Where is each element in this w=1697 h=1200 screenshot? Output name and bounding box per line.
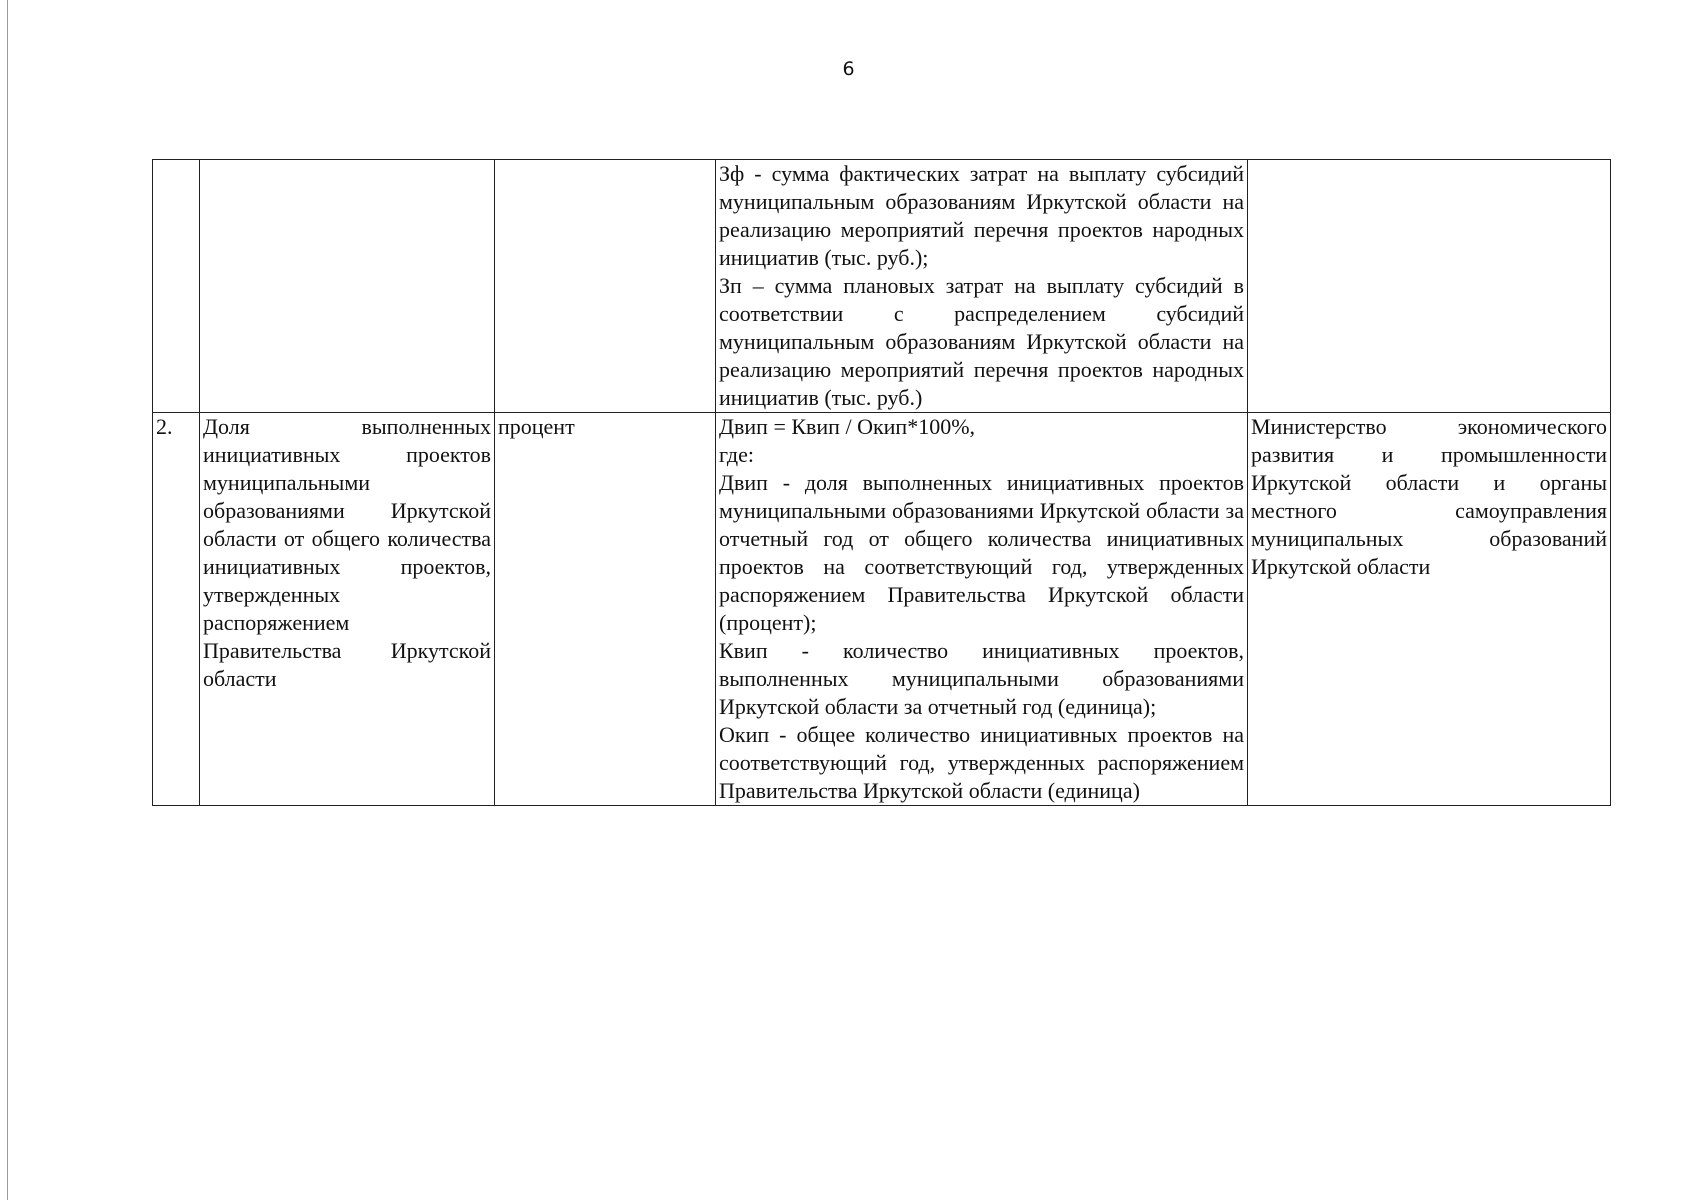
page-number: 6 xyxy=(842,58,855,80)
formula-line: Зф - сумма фактических затрат на выплату субсидий муниципальным образованиям Иркутской области на реализацию мероприятий перечня проектов народных инициатив (тыс. руб.); xyxy=(719,161,1244,270)
formula-line: Двип = Квип / Окип*100%, xyxy=(719,414,976,439)
responsible-cell: Министерство экономического развития и промышленности Иркутской области и органы местного самоуправления муниципальных образований Иркутской области xyxy=(1248,413,1611,806)
formula-line: Двип - доля выполненных инициативных проектов муниципальными образованиями Иркутской области за отчетный год от общего количества инициативных проектов на соответствующий год, утвержденных распоряжением Правительства Иркутской области (процент); xyxy=(719,470,1244,635)
formula-line: Квип - количество инициативных проектов, выполненных муниципальными образованиями Иркутской области за отчетный год (единица); xyxy=(719,638,1244,719)
responsible-cell xyxy=(1248,160,1611,413)
indicator-name-cell xyxy=(200,160,495,413)
formula-cell xyxy=(716,413,1248,806)
indicator-name-cell: Доля выполненных инициативных проектов муниципальными образованиями Иркутской области от общего количества инициативных проектов, утвержденных распоряжением Правительства Иркутской области xyxy=(200,413,495,806)
formula-line: Зп – сумма плановых затрат на выплату субсидий в соответствии с распределением субсидий муниципальным образованиям Иркутской области на реализацию мероприятий перечня проектов народных инициатив (тыс. руб.) xyxy=(719,273,1244,410)
unit-cell: процент xyxy=(495,413,716,806)
indicator-table xyxy=(152,159,1611,806)
formula-line: Окип - общее количество инициативных проектов на соответствующий год, утвержденных распоряжением Правительства Иркутской области (единица) xyxy=(719,722,1244,803)
table-row xyxy=(153,413,1611,806)
row-number-cell: 2. xyxy=(153,413,200,806)
row-number-cell xyxy=(153,160,200,413)
formula-line: где: xyxy=(719,442,754,467)
scan-edge-line xyxy=(7,0,8,1200)
unit-cell xyxy=(495,160,716,413)
formula-cell xyxy=(716,160,1248,413)
table-row xyxy=(153,160,1611,413)
